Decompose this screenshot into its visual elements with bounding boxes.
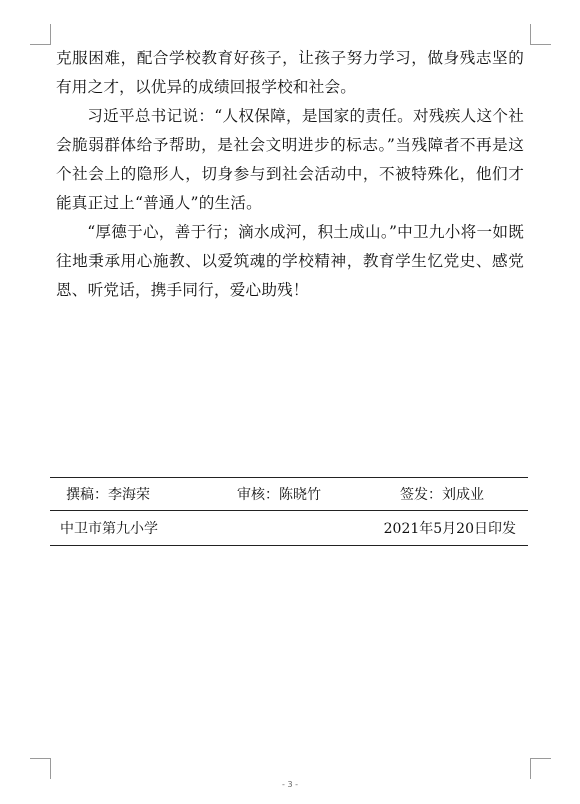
crop-mark-top-right bbox=[530, 24, 551, 45]
crop-mark-bottom-left bbox=[30, 758, 51, 779]
paragraph-closing: “厚德于心，善于行；滴水成河，积土成山。”中卫九小将一如既往地秉承用心施教、以爱筑魂的学校精神，教育学生忆党史、感党恩、听党话，携手同行，爱心助残！ bbox=[56, 223, 524, 299]
paragraph-quote-xi: 习近平总书记说：“人权保障，是国家的责任。对残疾人这个社会脆弱群体给予帮助，是社会文明进步的标志。”当残障者不再是这个社会上的隐形人，切身参与到社会活动中，不被特殊化，他们才能真正过上“普通人”的生活。 bbox=[56, 107, 524, 212]
crop-mark-top-left bbox=[30, 24, 51, 45]
organization-name: 中卫市第九小学 bbox=[60, 521, 158, 537]
body-text bbox=[56, 44, 524, 305]
crop-mark-bottom-right bbox=[530, 758, 551, 779]
issue-date: 2021年5月20日印发 bbox=[383, 521, 516, 537]
credits-row bbox=[50, 478, 528, 510]
paragraph-continuation: 克服困难，配合学校教育好孩子，让孩子努力学习，做身残志坚的有用之才，以优异的成绩回报学校和社会。 bbox=[56, 49, 524, 96]
author-credit: 撰稿：李海荣 bbox=[66, 487, 150, 503]
reviewer-credit: 审核：陈晓竹 bbox=[237, 487, 321, 503]
issuer-credit: 签发：刘成业 bbox=[400, 487, 484, 503]
footer-rule-bottom bbox=[50, 545, 528, 546]
document-footer bbox=[50, 477, 528, 546]
page-number: - 3 - bbox=[282, 780, 298, 789]
issuer-row bbox=[50, 511, 528, 545]
